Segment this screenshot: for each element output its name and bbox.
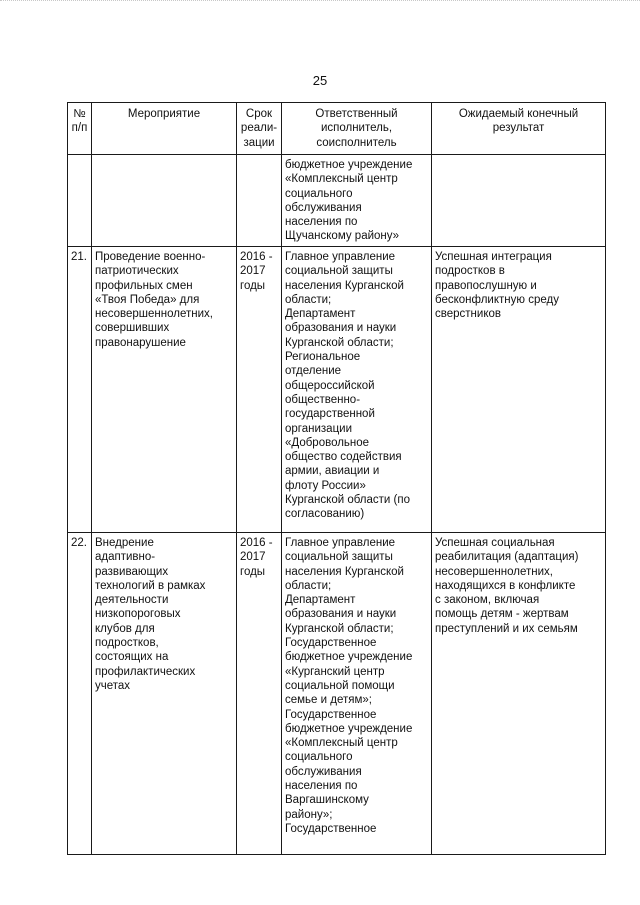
table-row — [68, 155, 606, 247]
row-responsible: Главное управление социальной защиты населения Курганской области; Департамент образования и науки Курганской области; Государственное бюджетное учреждение «Курганский центр социальной помощи семье и детям»; Государственное бюджетное учреждение «Комплексный центр социального обслуживания населения по Варгашинскому району»; Государственное — [282, 533, 432, 855]
header-responsible: Ответственный исполнитель, соисполнитель — [282, 103, 432, 155]
row-number — [68, 155, 92, 247]
row-event — [92, 155, 237, 247]
scan-edge — [0, 0, 640, 20]
header-number: № п/п — [68, 103, 92, 155]
header-event: Мероприятие — [92, 103, 237, 155]
action-plan-table — [67, 102, 606, 855]
header-result: Ожидаемый конечный результат — [432, 103, 606, 155]
row-result: Успешная интеграция подростков в правопослушную и бесконфликтную среду сверстников — [432, 247, 606, 533]
header-term: Срок реали- зации — [237, 103, 282, 155]
row-result: Успешная социальная реабилитация (адаптация) несовершеннолетних, находящихся в конфликте с законом, включая помощь детям - жертвам преступлений и их семьям — [432, 533, 606, 855]
table-row — [68, 533, 606, 855]
table-row — [68, 247, 606, 533]
row-term: 2016 - 2017 годы — [237, 533, 282, 855]
row-number: 22. — [68, 533, 92, 855]
row-term — [237, 155, 282, 247]
page-number: 25 — [312, 73, 328, 88]
row-term: 2016 - 2017 годы — [237, 247, 282, 533]
row-result — [432, 155, 606, 247]
row-event: Внедрение адаптивно- развивающих технологий в рамках деятельности низкопороговых клубов для подростков, состоящих на профилактических учетах — [92, 533, 237, 855]
row-event: Проведение военно- патриотических профильных смен «Твоя Победа» для несовершеннолетних, совершивших правонарушение — [92, 247, 237, 533]
row-number: 21. — [68, 247, 92, 533]
row-responsible: бюджетное учреждение «Комплексный центр социального обслуживания населения по Щучанскому району» — [282, 155, 432, 247]
row-responsible: Главное управление социальной защиты населения Курганской области; Департамент образования и науки Курганской области; Региональное отделение общероссийской общественно- государственной организации «Добровольное общество содействия армии, авиации и флоту России» Курганской области (по согласованию) — [282, 247, 432, 533]
table-header-row — [68, 103, 606, 155]
